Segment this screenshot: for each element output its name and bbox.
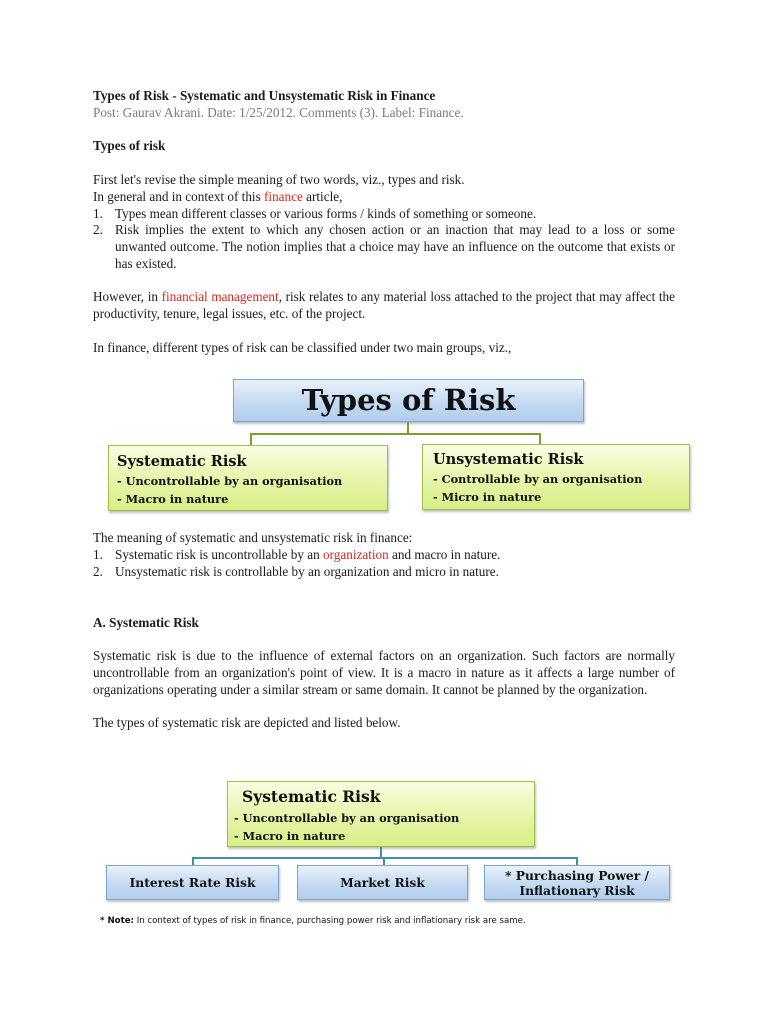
- note-label: * Note:: [100, 916, 134, 926]
- inflationary-risk-label: Inflationary Risk: [519, 883, 635, 898]
- article-title: Types of Risk - Systematic and Unsystematic Risk in Finance: [93, 88, 436, 103]
- paragraph-intro: First let's revise the simple meaning of two words, viz., types and risk.: [93, 172, 465, 188]
- paragraph-systematic-risk: Systematic risk is due to the influence of external factors on an organization. Such factors are normally uncontrollable from an organization's point of view. It is a macro in nature as it affects a large number of organizations operating under a similar stream or same domain. It cannot be planned by the organization.: [93, 648, 675, 697]
- paragraph-depicted: The types of systematic risk are depicted and listed below.: [93, 715, 401, 731]
- systematic-risk-title: Systematic Risk: [242, 787, 381, 806]
- footnote: [100, 916, 526, 926]
- systematic-line-2: - Macro in nature: [117, 492, 229, 506]
- purchasing-power-risk-box: [484, 865, 670, 900]
- connector: [380, 847, 382, 858]
- unsystematic-line-1: - Controllable by an organisation: [433, 472, 643, 486]
- market-risk-box: [297, 865, 468, 900]
- post-meta: Post: Gaurav Akrani. Date: 1/25/2012. Comments (3). Label: Finance.: [93, 104, 464, 120]
- paragraph-financial-management: However, in financial management, risk relates to any material loss attached to the project that may affect the productivity, tenure, legal issues, etc. of the project.: [93, 289, 676, 322]
- systematic-risk-box: [108, 445, 388, 511]
- interest-rate-risk-label: Interest Rate Risk: [129, 875, 256, 890]
- list-item: 1. Systematic risk is uncontrollable by an organization and macro in nature.: [93, 547, 501, 563]
- types-of-risk-box: [233, 379, 584, 422]
- systematic-risk-title: Systematic Risk: [117, 453, 247, 470]
- market-risk-label: Market Risk: [340, 875, 425, 890]
- paragraph-classification: In finance, different types of risk can be classified under two main groups, viz.,: [93, 339, 512, 355]
- connector: [192, 857, 577, 859]
- list-item: 1. Types mean different classes or various forms / kinds of something or someone.: [93, 205, 537, 221]
- list-item: 2. Unsystematic risk is controllable by an organization and micro in nature.: [93, 563, 499, 579]
- meaning-intro: The meaning of systematic and unsystematic risk in finance:: [93, 530, 413, 546]
- finance-link[interactable]: finance: [264, 188, 303, 204]
- systematic-line-2: - Macro in nature: [234, 829, 346, 843]
- diagram-title: Types of Risk: [301, 383, 516, 417]
- interest-rate-risk-box: [106, 865, 279, 900]
- systematic-line-1: - Uncontrollable by an organisation: [117, 474, 343, 488]
- heading-types-of-risk: Types of risk: [93, 138, 166, 154]
- heading-systematic-risk: A. Systematic Risk: [93, 614, 199, 630]
- list-item: 2. Risk implies the extent to which any chosen action or an inaction that may lead to a loss or some unwanted outcome. The notion implies that a choice may have an influence on the outcome that exists or has existed.: [93, 222, 675, 271]
- financial-management-link[interactable]: financial management: [161, 289, 279, 305]
- organization-link[interactable]: organization: [323, 547, 389, 563]
- meaning-list: [93, 547, 675, 580]
- definitions-list: [93, 206, 675, 273]
- unsystematic-risk-box: [422, 444, 690, 510]
- note-text: In context of types of risk in finance, purchasing power risk and inflationary risk are same.: [133, 916, 526, 926]
- unsystematic-risk-title: Unsystematic Risk: [433, 451, 584, 468]
- unsystematic-line-2: - Micro in nature: [433, 490, 542, 504]
- paragraph-context: In general and in context of this finance article,: [93, 188, 343, 204]
- purchasing-power-label: * Purchasing Power /: [505, 868, 649, 883]
- systematic-risk-types-box: [227, 781, 535, 847]
- systematic-line-1: - Uncontrollable by an organisation: [234, 811, 460, 825]
